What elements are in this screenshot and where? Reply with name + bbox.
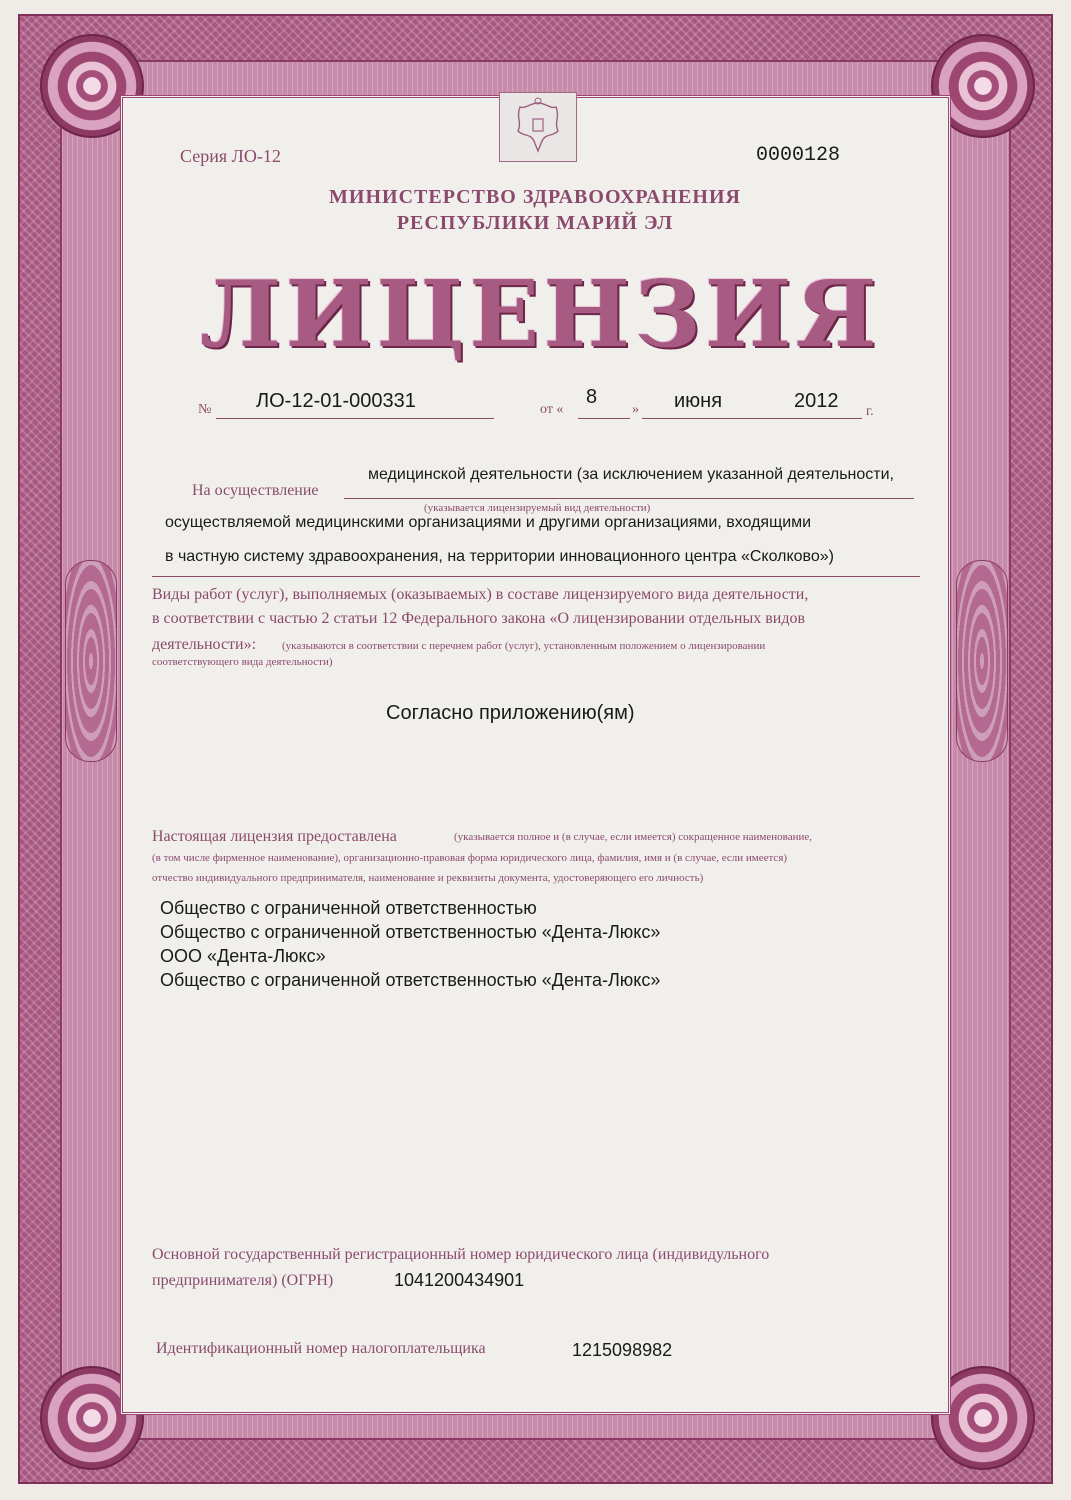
- works-paragraph-line3: деятельности»:: [152, 636, 257, 653]
- activity-bottom-line: [152, 576, 920, 577]
- ogrn-label-line2: предпринимателя) (ОГРН): [152, 1272, 334, 1289]
- document-title: ЛИЦЕНЗИЯ: [200, 260, 881, 368]
- date-from-label: от «: [540, 402, 564, 417]
- number-sign: №: [198, 402, 212, 417]
- inn-label: Идентификационный номер налогоплательщика: [156, 1340, 486, 1357]
- licensee-name-line: Общество с ограниченной ответственностью «Дента-Люкс»: [160, 922, 661, 942]
- licensee-name-line: Общество с ограниченной ответственностью: [160, 898, 537, 918]
- works-paragraph-line2: в соответствии с частью 2 статьи 12 Федерального закона «О лицензировании отдельных видов: [152, 610, 806, 627]
- series-label: Серия ЛО-12: [180, 146, 281, 166]
- licensee-name-line: Общество с ограниченной ответственностью «Дента-Люкс»: [160, 970, 661, 990]
- ministry-name-line1: МИНИСТЕРСТВО ЗДРАВООХРАНЕНИЯ: [329, 186, 741, 208]
- activity-line2: осуществляемой медицинскими организациями и другими организациями, входящими: [165, 514, 812, 531]
- licensee-paragraph-hint1: (указывается полное и (в случае, если имеется) сокращенное наименование,: [454, 831, 812, 843]
- licensee-paragraph-main: Настоящая лицензия предоставлена: [152, 828, 397, 845]
- year-suffix: г.: [866, 404, 874, 419]
- licensee-paragraph-hint2: (в том числе фирменное наименование), организационно-правовая форма юридического лица, фамилия, имя и (в случае, если имеется): [152, 852, 788, 864]
- licensee-name-line: ООО «Дента-Люкс»: [160, 946, 326, 966]
- month-year-underline: [642, 418, 862, 419]
- document-number: 0000128: [756, 144, 841, 167]
- ogrn-value: 1041200434901: [394, 1270, 525, 1290]
- guilloche-right-ornament: [956, 560, 1008, 762]
- license-number: ЛО-12-01-000331: [256, 390, 416, 412]
- licensee-paragraph-hint3: отчество индивидуального предпринимателя, наименование и реквизиты документа, удостоверяющего его личность): [152, 872, 704, 884]
- activity-hint: (указывается лицензируемый вид деятельности): [424, 502, 651, 514]
- license-day: 8: [586, 386, 598, 408]
- day-underline: [578, 418, 630, 419]
- works-paragraph-hint1: (указываются в соответствии с перечнем работ (услуг), установленным положением о лицензировании: [282, 640, 766, 652]
- license-year: 2012: [794, 390, 839, 412]
- coat-of-arms-icon: [499, 92, 577, 162]
- quote-close: »: [632, 402, 639, 417]
- works-paragraph-line1: Виды работ (услуг), выполняемых (оказываемых) в составе лицензируемого вида деятельности,: [152, 586, 809, 603]
- activity-line1: медицинской деятельности (за исключением указанной деятельности,: [368, 466, 894, 483]
- ogrn-label-line1: Основной государственный регистрационный номер юридического лица (индивидульного: [152, 1246, 770, 1263]
- activity-line3: в частную систему здравоохранения, на территории инновационного центра «Сколково»): [165, 548, 834, 565]
- works-value: Согласно приложению(ям): [386, 702, 635, 724]
- activity-underline: [344, 498, 914, 499]
- number-underline: [216, 418, 494, 419]
- inn-value: 1215098982: [572, 1340, 673, 1360]
- activity-label: На осуществление: [192, 482, 319, 499]
- ministry-name-line2: РЕСПУБЛИКИ МАРИЙ ЭЛ: [396, 212, 674, 234]
- works-paragraph-hint2: соответствующего вида деятельности): [152, 656, 333, 668]
- license-month: июня: [674, 390, 723, 412]
- guilloche-left-ornament: [65, 560, 117, 762]
